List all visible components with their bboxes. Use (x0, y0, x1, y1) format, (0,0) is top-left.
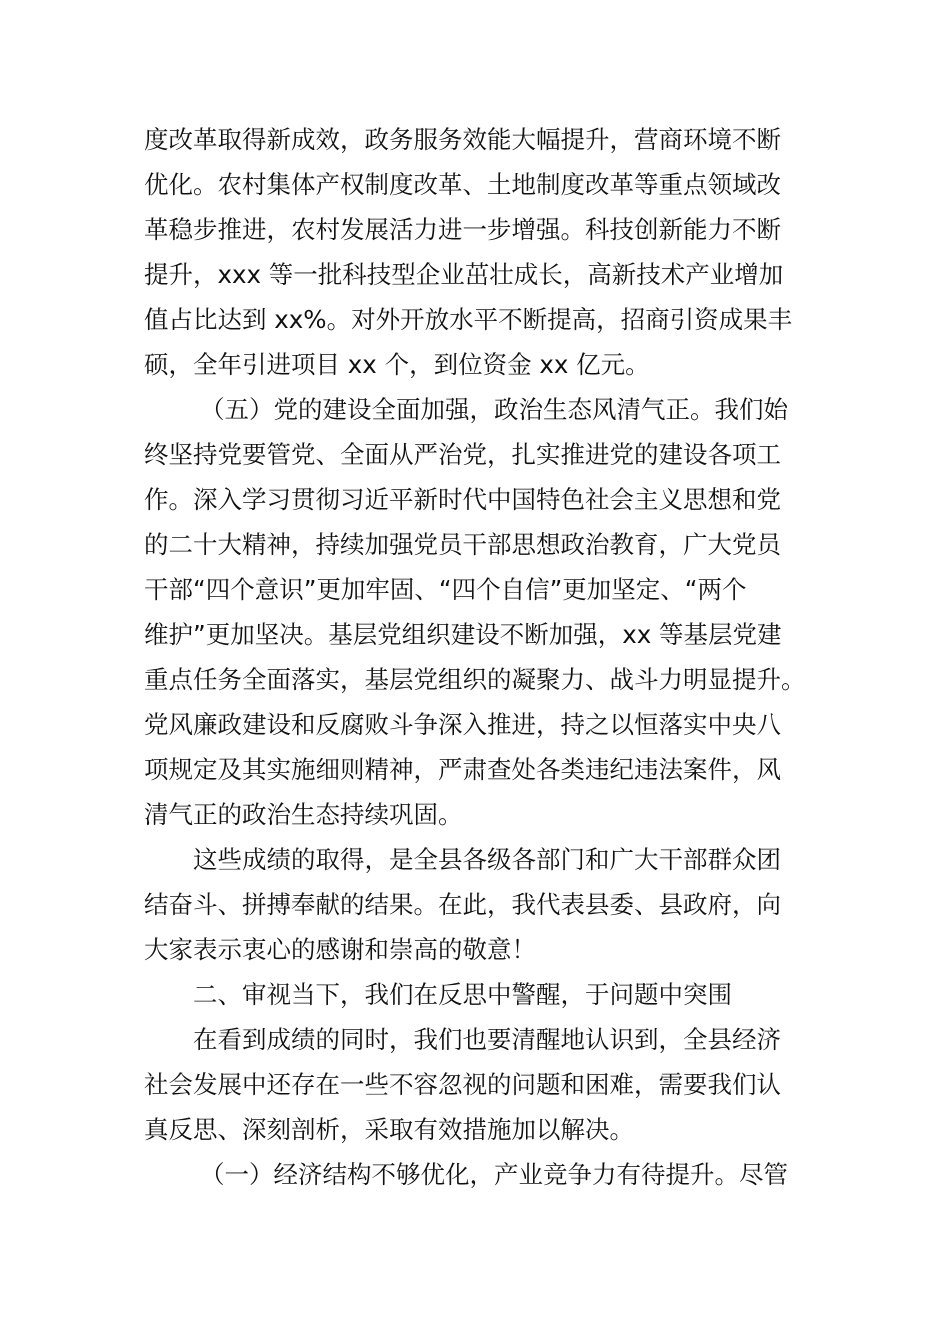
subsection-heading-line: （一）经济结构不够优化，产业竞争力有待提升。尽管 (200, 1160, 788, 1189)
text-line: 提升，xxx 等一批科技型企业茁壮成长，高新技术产业增加 (144, 260, 784, 289)
text-line: 结奋斗、拼搏奉献的结果。在此，我代表县委、县政府，向 (144, 890, 781, 919)
text-line: 干部“四个意识”更加牢固、“四个自信”更加坚定、“两个 (144, 575, 747, 604)
text-line: 社会发展中还存在一些不容忽视的问题和困难，需要我们认 (144, 1070, 781, 1099)
text-line: 终坚持党要管党、全面从严治党，扎实推进党的建设各项工 (144, 440, 781, 469)
text-line: 值占比达到 xx%。对外开放水平不断提高，招商引资成果丰 (144, 305, 793, 334)
text-line: 重点任务全面落实，基层党组织的凝聚力、战斗力明显提升。 (144, 665, 806, 694)
text-line: 作。深入学习贯彻习近平新时代中国特色社会主义思想和党 (144, 485, 781, 514)
text-line: 大家表示衷心的感谢和崇高的敬意！ (144, 935, 536, 964)
text-line: 的二十大精神，持续加强党员干部思想政治教育，广大党员 (144, 530, 781, 559)
paragraph-first-line: 在看到成绩的同时，我们也要清醒地认识到，全县经济 (193, 1025, 781, 1054)
text-line: 硕，全年引进项目 xx 个，到位资金 xx 亿元。 (144, 350, 650, 379)
section-heading: 二、审视当下，我们在反思中警醒，于问题中突围 (193, 980, 732, 1009)
section-heading-line: （五）党的建设全面加强，政治生态风清气正。我们始 (200, 395, 788, 424)
paragraph-first-line: 这些成绩的取得，是全县各级各部门和广大干部群众团 (193, 845, 781, 874)
text-line: 清气正的政治生态持续巩固。 (144, 800, 463, 829)
text-line: 党风廉政建设和反腐败斗争深入推进，持之以恒落实中央八 (144, 710, 781, 739)
text-line: 真反思、深刻剖析，采取有效措施加以解决。 (144, 1115, 634, 1144)
text-line: 度改革取得新成效，政务服务效能大幅提升，营商环境不断 (144, 125, 781, 154)
text-line: 维护”更加坚决。基层党组织建设不断加强，xx 等基层党建 (144, 620, 782, 649)
text-line: 优化。农村集体产权制度改革、土地制度改革等重点领域改 (144, 170, 781, 199)
text-line: 项规定及其实施细则精神，严肃查处各类违纪违法案件，风 (144, 755, 781, 784)
text-line: 革稳步推进，农村发展活力进一步增强。科技创新能力不断 (144, 215, 781, 244)
